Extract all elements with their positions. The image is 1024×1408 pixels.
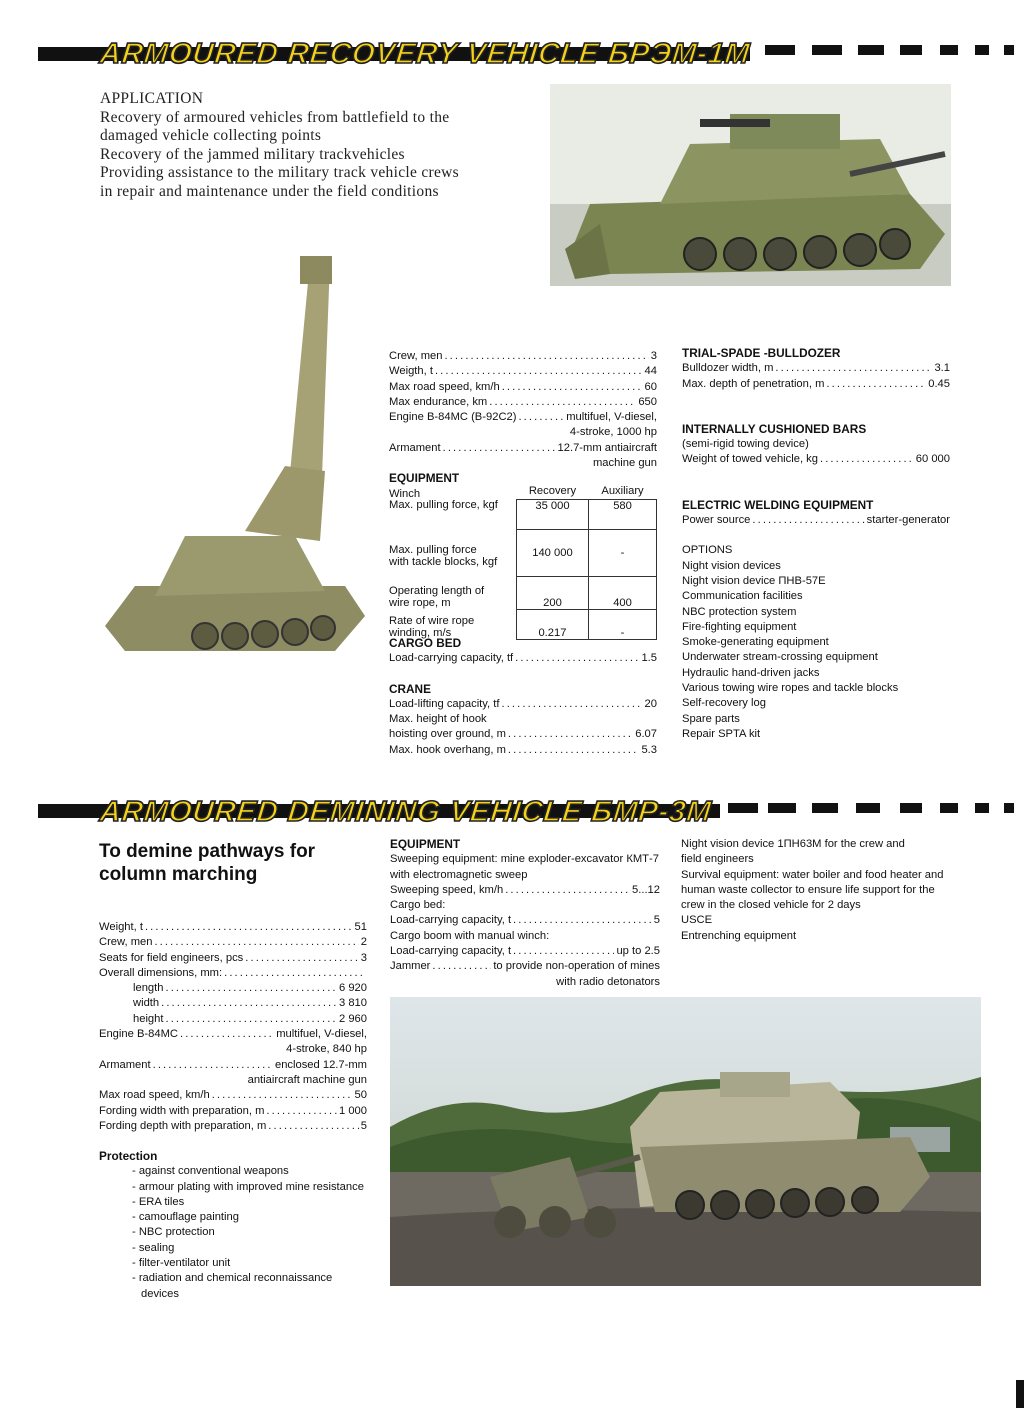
- brem-photo-top: [550, 84, 951, 286]
- extra-item: Night vision device 1ПН63М for the crew and: [681, 838, 905, 850]
- option-item: Fire-fighting equipment: [682, 620, 797, 633]
- protection-item: - against conventional weapons: [132, 1165, 289, 1178]
- brem-photo-crane: [95, 256, 370, 686]
- equipment-heading: EQUIPMENT: [389, 471, 460, 486]
- protection-item: - armour plating with improved mine resistance: [132, 1180, 364, 1193]
- option-item: Hydraulic hand-driven jacks: [682, 666, 820, 679]
- brem-cargo-crane: CARGO BED Load-carrying capacity, tf . . . 1.5 CRANE Load-lifting capacity, tf . . . 20 Max. height of hook hoisting over ground, m . . . 6.07 Max. hook overhang, m . . . 5.3: [389, 636, 657, 758]
- extra-item: Entrenching equipment: [681, 929, 797, 942]
- protection-item: - sealing: [132, 1241, 175, 1254]
- option-item: Self-recovery log: [682, 697, 766, 710]
- bmr-equipment: EQUIPMENT Sweeping equipment: mine exploder-excavator КМТ-7 with electromagnetic sweep Sweeping speed, km/h . . . 5...12 Cargo bed: Load-carrying capacity, t . . . 5 Cargo boom with manual winch: Load-carrying capacity, t . . . up to 2.5 Jammer . . . to provide non-operation of mines with radio detonators: [390, 837, 660, 990]
- option-item: Repair SPTA kit: [682, 727, 761, 740]
- section-title-brem: ARMOURED RECOVERY VEHICLE БРЭМ-1М: [98, 38, 752, 70]
- brem-right-column: TRIAL-SPADE -BULLDOZER Bulldozer width, m . . . 3.1 Max. depth of penetration, m . . . 0.45 INTERNALLY CUSHIONED BARS (semi-rigid towing device) Weight of towed vehicle, kg . . . 60 000 ELECTRIC WELDING EQUIPMENT Power source . . . starter-generator OPTIONS Night vision devices Night vision device ПНВ-57Е Communication facilities NBC protection system Fire-fighting equipment Smoke-generating equipment Underwater stream-crossing equipment Hydraulic hand-driven jacks Various towing wire ropes and tackle blocks Self-recovery log Spare parts Repair SPTA kit: [682, 346, 950, 742]
- bmr-extras: [681, 837, 951, 944]
- extra-item: human waste collector to ensure life support for the: [681, 883, 935, 896]
- application-line: Recovery of armoured vehicles from battlefield to the: [100, 108, 450, 126]
- extra-item: crew in the closed vehicle for 2 days: [681, 899, 861, 912]
- options-heading: OPTIONS: [682, 544, 733, 557]
- col-auxiliary: Auxiliary: [601, 485, 644, 498]
- page-edge-mark: [1016, 1380, 1024, 1408]
- option-item: Night vision device ПНВ-57Е: [682, 574, 826, 587]
- option-item: Communication facilities: [682, 590, 803, 603]
- application-line: Recovery of the jammed military trackvehicles: [100, 145, 405, 163]
- extra-item: Survival equipment: water boiler and food heater and: [681, 868, 944, 881]
- option-item: Smoke-generating equipment: [682, 636, 829, 649]
- protection-item: - radiation and chemical reconnaissance: [132, 1272, 333, 1285]
- bmr-protection: Protection - against conventional weapons - armour plating with improved mine resistance - ERA tiles - camouflage painting - NBC protection - sealing - filter-ventilator unit - radiation and chemical reconnaissance devices: [99, 1149, 374, 1302]
- section-title-bmr: ARMOURED DEMINING VEHICLE БМР-3М: [98, 796, 714, 828]
- application-line: damaged vehicle collecting points: [100, 127, 322, 145]
- protection-item: - ERA tiles: [132, 1195, 185, 1208]
- bmr-specs: Weight, t . . . 51 Crew, men . . . 2 Seats for field engineers, pcs . . . 3 Overall dimensions, mm: . . . length . . . 6 920 width . . . 3 810 height . . . 2 960 Engine В-84МС . . . multifuel, V-diesel, 4-stroke, 840 hp Armament . . . enclosed 12.7-mm antiaircraft machine gun Max road speed, km/h . . . 50 Fording width with preparation, m . . . 1 000 Fording depth with preparation, m . . . 5: [99, 920, 367, 1134]
- extra-item: field engineers: [681, 853, 754, 866]
- bmr-photo: [390, 997, 981, 1286]
- protection-item: - filter-ventilator unit: [132, 1257, 231, 1270]
- protection-item: - camouflage painting: [132, 1211, 239, 1224]
- protection-item: - NBC protection: [132, 1226, 215, 1239]
- application-line: Providing assistance to the military track vehicle crews: [100, 164, 459, 182]
- col-recovery: Recovery: [528, 485, 577, 498]
- brem-specs: Crew, men . . . 3 Weigth, t . . . 44 Max road speed, km/h . . . 60 Max endurance, km . . . 650 Engine В-84МС (В-92С2) . . . multifuel, V-diesel, 4-stroke, 1000 hp Armament . . . 12.7-mm antiaircraft machine gun EQUIPMENT Winch: [389, 349, 657, 502]
- option-item: Night vision devices: [682, 559, 781, 572]
- option-item: NBC protection system: [682, 605, 797, 618]
- protection-item: devices: [141, 1287, 179, 1300]
- bmr-subtitle: To demine pathways for column marching: [99, 841, 316, 885]
- application-block: [100, 90, 459, 202]
- extra-item: USCE: [681, 914, 713, 927]
- application-heading: APPLICATION: [100, 90, 204, 107]
- option-item: Underwater stream-crossing equipment: [682, 651, 878, 664]
- application-line: in repair and maintenance under the field conditions: [100, 182, 439, 200]
- option-item: Various towing wire ropes and tackle blocks: [682, 682, 899, 695]
- option-item: Spare parts: [682, 712, 740, 725]
- winch-table: Recovery Auxiliary Max. pulling force, kgf 35 000 580 Max. pulling force with tackle blocks, kgf 140 000 - Operating length of wire rope, m 200 400 Rate of wire rope winding, m/s 0.217 -: [389, 484, 657, 640]
